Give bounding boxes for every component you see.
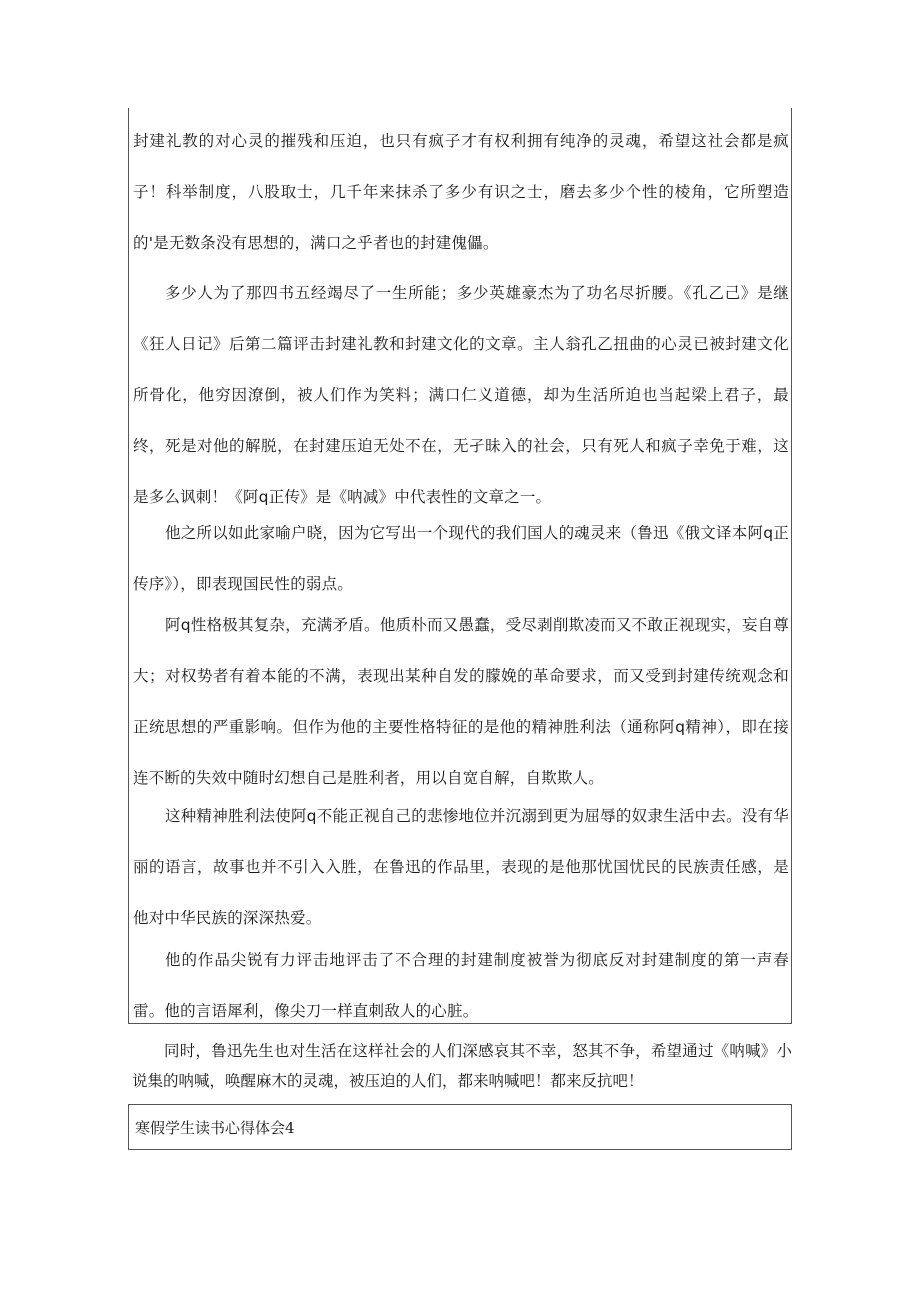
- section-title: 寒假学生读书心得体会4: [135, 1119, 295, 1137]
- paragraph-5: 这种精神胜利法使阿q不能正视自己的悲惨地位并沉溺到更为屈辱的奴隶生活中去。没有华丽的语言，故事也并不引入入胜，在鲁迅的作品里，表现的是他那忧国忧民的民族责任感，是他对中华民族的深深热爱。: [133, 807, 789, 927]
- paragraph-2: 多少人为了那四书五经竭尽了一生所能；多少英雄豪杰为了功名尽折腰。《孔乙己》是继《狂人日记》后第二篇评击封建礼教和封建文化的文章。主人翁孔乙扭曲的心灵已被封建文化所骨化，他穷因潦倒，被人们作为笑料；满口仁义道德，却为生活所迫也当起梁上君子，最终，死是对他的解脱，在封建压迫无处不在，无孑昧入的社会，只有死人和疯子幸免于难，这是多么讽刺！《阿q正传》是《呐减》中代表性的文章之一。: [133, 284, 789, 506]
- paragraph-3: 他之所以如此家喻户晓，因为它写出一个现代的我们国人的魂灵来（鲁迅《俄文译本阿q正传序》），即表现国民性的弱点。: [133, 524, 789, 593]
- closing-paragraph: 同时，鲁迅先生也对生活在这样社会的人们深感哀其不幸，怒其不争，希望通过《呐喊》小说集的呐喊，唤醒麻木的灵魂，被压迫的人们，都来呐喊吧！都来反抗吧！: [132, 1042, 792, 1090]
- paragraph-6: 他的作品尖锐有力评击地评击了不合理的封建制度被誉为彻底反对封建制度的第一声春雷。他的言语犀利，像尖刀一样直刺敌人的心脏。: [133, 951, 789, 1020]
- paragraph-1: 封建礼教的对心灵的摧残和压迫，也只有疯子才有权利拥有纯净的灵魂，希望这社会都是疯子！科举制度，八股取士，几千年来抹杀了多少有识之士，磨去多少个性的棱角，它所塑造的'是无数条没有思想的，满口之乎者也的封建傀儡。: [133, 132, 789, 252]
- section-title-box: [128, 1104, 792, 1150]
- paragraph-4: 阿q性格极其复杂，充满矛盾。他质朴而又愚蠢，受尽剥削欺凌而又不敢正视现实，妄自尊大；对权势者有着本能的不满，表现出某种自发的朦娩的革命要求，而又受到封建传统观念和正统思想的严重影响。但作为他的主要性格特征的是他的精神胜利法（通称阿q精神），即在接连不断的失效中随时幻想自己是胜利者，用以自宽自解，自欺欺人。: [133, 616, 789, 787]
- content-box: [128, 108, 792, 1024]
